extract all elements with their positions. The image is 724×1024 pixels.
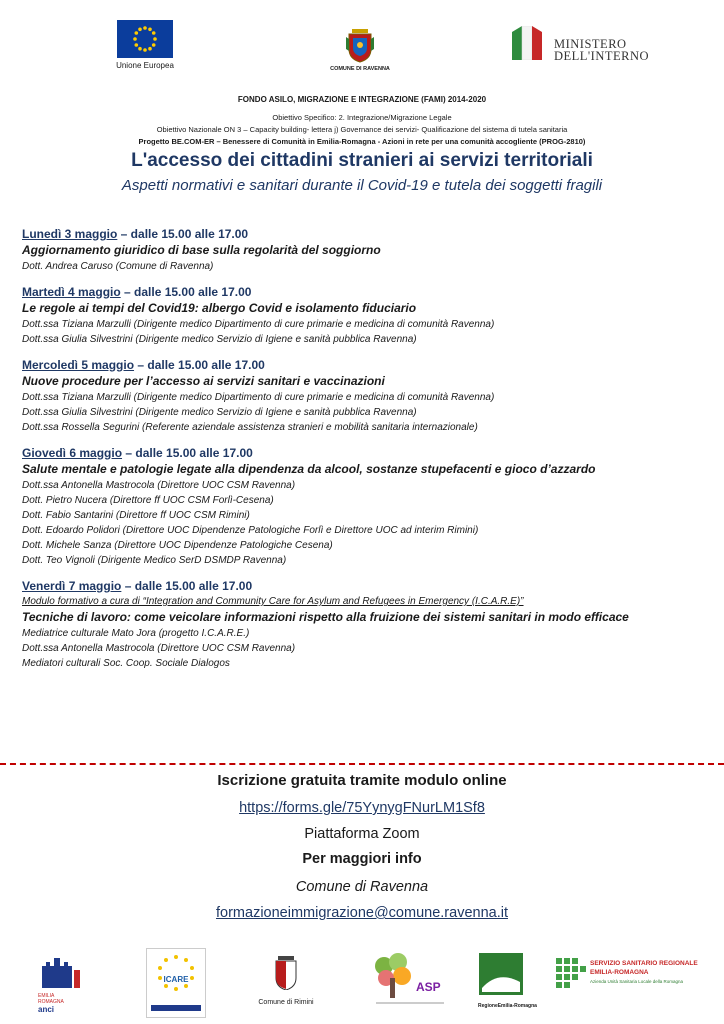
asp-label: ASP [416, 980, 441, 994]
speaker: Dott.ssa Tiziana Marzulli (Dirigente medico Dipartimento di cure primarie e medicina di comunità Ravenna) [22, 319, 495, 330]
anci-line3: anci [38, 1005, 55, 1014]
ministero-line1: MINISTERO [554, 37, 627, 51]
asp-caption-line [376, 1002, 444, 1004]
project-line: Progetto BE.COM-ER – Benessere di Comunità in Emilia-Romagna - Azioni in rete per una comunità accogliente (PROG-2810) [138, 137, 586, 146]
speaker: Dott. Teo Vignoli (Dirigente Medico SerD DSMDP Ravenna) [22, 555, 287, 566]
regione-square-icon [478, 952, 524, 996]
session-date [22, 357, 712, 373]
speaker: Dott. Michele Sanza (Direttore UOC Dipendenze Patologiche Cesena) [22, 540, 333, 551]
session-date [22, 284, 712, 300]
organizer-label: Comune di Ravenna [295, 879, 429, 895]
anci-towers-icon [38, 954, 84, 988]
session-time: – dalle 15.00 alle 17.00 [134, 358, 265, 372]
anci-line2: ROMAGNA [38, 999, 64, 1005]
session-thursday [22, 445, 712, 568]
comune-rimini-logo [256, 956, 316, 1010]
speaker: Dott.ssa Giulia Silvestrini (Dirigente medico Servizio di Igiene e sanità pubblica Ravenna) [22, 407, 417, 418]
session-time: – dalle 15.00 alle 17.00 [117, 227, 249, 241]
page-title: L'accesso dei cittadini stranieri ai servizi territoriali [131, 150, 593, 171]
session-topic: Le regole ai tempi del Covid19: albergo Covid e isolamento fiduciario [22, 301, 417, 315]
contact-email-link[interactable]: formazioneimmigrazione@comune.ravenna.it [216, 905, 508, 921]
ministero-interno-label [554, 38, 649, 62]
eu-flag-logo [117, 20, 173, 58]
dashed-divider [0, 763, 724, 765]
tree-icon [370, 952, 414, 998]
ssr-logo [556, 958, 706, 998]
session-time: – dalle 15.00 alle 17.00 [120, 285, 252, 299]
more-info-label: Per maggiori info [302, 851, 422, 867]
session-topic: Salute mentale e patologie legate alla dipendenza da alcool, sostanze stupefacenti e gioco d’azzardo [22, 462, 596, 476]
session-day: Venerdì 7 maggio [22, 579, 122, 593]
platform-label: Piattaforma Zoom [304, 826, 420, 842]
icare-label: ICARE [163, 975, 189, 984]
speaker: Dott. Pietro Nucera (Direttore ff UOC CSM Forlì-Cesena) [22, 495, 274, 506]
session-wednesday [22, 357, 712, 435]
fund-title: FONDO ASILO, MIGRAZIONE E INTEGRAZIONE (FAMI) 2014-2020 [237, 95, 487, 104]
ministero-line2: DELL'INTERNO [554, 49, 650, 63]
speaker: Dott.ssa Rossella Segurini (Referente aziendale assistenza stranieri e mobilità sanitaria internazionale) [22, 422, 478, 433]
regione-label: RegioneEmilia-Romagna [478, 1003, 537, 1009]
anci-emilia-romagna-logo [38, 954, 84, 1014]
session-topic: Tecniche di lavoro: come veicolare informazioni rispetto alla fruizione dei sistemi sanitari in modo efficace [22, 610, 629, 624]
speaker: Dott.ssa Tiziana Marzulli (Dirigente medico Dipartimento di cure primarie e medicina di comunità Ravenna) [22, 392, 495, 403]
rimini-label: Comune di Rimini [258, 999, 314, 1006]
icare-stars-icon [147, 949, 205, 999]
ssr-line3: Azienda Unità Sanitaria Locale della Romagna [590, 979, 684, 984]
session-topic: Aggiornamento giuridico di base sulla regolarità del soggiorno [22, 243, 381, 257]
objective-national: Obiettivo Nazionale ON 3 – Capacity building- lettera j) Governance dei servizi- Qualificazione del sistema di tutela sanitaria [156, 125, 568, 134]
session-date [22, 445, 712, 461]
speaker: Dott.ssa Antonella Mastrocola (Direttore UOC CSM Ravenna) [22, 643, 296, 654]
icare-logo [146, 948, 206, 1018]
regione-emilia-romagna-logo [478, 952, 537, 1012]
session-monday [22, 226, 712, 274]
rimini-crest-icon [275, 956, 297, 990]
session-tuesday [22, 284, 712, 347]
asp-logo [370, 952, 448, 1014]
anci-line1: EMILIA [38, 993, 55, 999]
eu-stars-icon [117, 20, 173, 58]
ravenna-crest-icon [343, 25, 377, 63]
session-day: Lunedì 3 maggio [22, 227, 118, 241]
icare-bar [151, 1005, 201, 1011]
session-date [22, 226, 712, 242]
speaker: Dott.ssa Giulia Silvestrini (Dirigente medico Servizio di Igiene e sanità pubblica Ravenna) [22, 334, 417, 345]
registration-link[interactable]: https://forms.gle/75YynygFNurLM1Sf8 [239, 800, 485, 816]
eu-label: Unione Europea [116, 61, 174, 70]
ssr-line1: SERVIZIO SANITARIO REGIONALE [590, 960, 698, 967]
session-day: Martedì 4 maggio [22, 285, 121, 299]
speaker: Mediatori culturali Soc. Coop. Sociale Dialogos [22, 658, 230, 669]
registration-label: Iscrizione gratuita tramite modulo online [217, 772, 507, 789]
session-friday [22, 578, 712, 671]
ssr-line2: EMILIA-ROMAGNA [590, 969, 649, 976]
session-list [22, 226, 712, 681]
ministero-flag-icon [512, 26, 542, 60]
speaker: Dott.ssa Antonella Mastrocola (Direttore UOC CSM Ravenna) [22, 480, 296, 491]
session-time: – dalle 15.00 alle 17.00 [122, 446, 253, 460]
objective-specific: Obiettivo Specifico: 2. Integrazione/Migrazione Legale [272, 113, 452, 122]
page-subtitle: Aspetti normativi e sanitari durante il Covid-19 e tutela dei soggetti fragili [121, 177, 603, 194]
speaker: Dott. Fabio Santarini (Direttore ff UOC CSM Rimini) [22, 510, 250, 521]
speaker: Mediatrice culturale Mato Jora (progetto I.C.A.R.E.) [22, 628, 250, 639]
session-date [22, 578, 712, 594]
session-time: – dalle 15.00 alle 17.00 [121, 579, 253, 593]
session-module-note: Modulo formativo a cura di “Integration and Community Care for Asylum and Refugees in Emergency (I.C.A.R.E)” [22, 596, 524, 607]
session-day: Mercoledì 5 maggio [22, 358, 135, 372]
comune-ravenna-label: COMUNE DI RAVENNA [330, 66, 390, 72]
ssr-grid-icon [556, 958, 586, 990]
speaker: Dott. Edoardo Polidori (Direttore UOC Dipendenze Patologiche Forlì e Direttore UOC ad interim Rimini) [22, 525, 479, 536]
speaker: Dott. Andrea Caruso (Comune di Ravenna) [22, 261, 214, 272]
session-topic: Nuove procedure per l’accesso ai servizi sanitari e vaccinazioni [22, 374, 385, 388]
session-day: Giovedì 6 maggio [22, 446, 123, 460]
